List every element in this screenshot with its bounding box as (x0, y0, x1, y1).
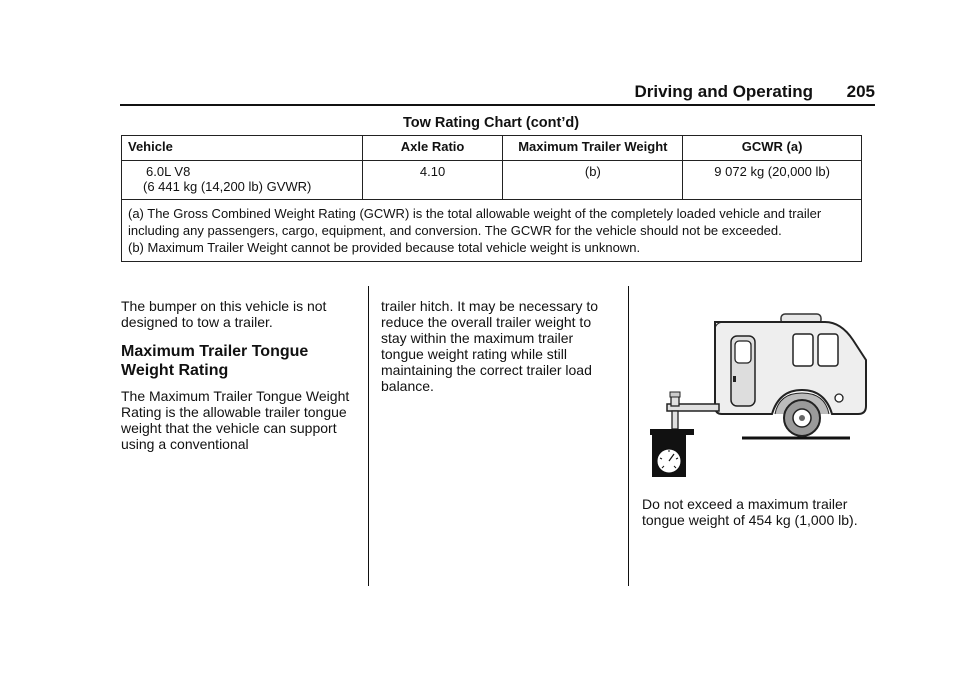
column-header-max-trailer-weight: Maximum Trailer Weight (503, 136, 683, 161)
text-column-2 (381, 298, 616, 394)
page-number: 205 (846, 82, 875, 101)
table-row (122, 161, 862, 200)
section-heading: Maximum Trailer Tongue Weight Rating (121, 343, 309, 379)
illustration-caption: Do not exceed a maximum trailer tongue weight of 454 kg (1,000 lb). (642, 496, 858, 528)
text-column-1 (121, 298, 356, 452)
note-b: (b) Maximum Trailer Weight cannot be provided because total vehicle weight is unknown. (128, 240, 641, 255)
trailer-tongue-scale-illustration (647, 308, 869, 483)
table-title: Tow Rating Chart (cont’d) (402, 115, 580, 131)
column-header-axle-ratio: Axle Ratio (362, 136, 503, 161)
cell-vehicle (122, 161, 363, 200)
body-paragraph: The Maximum Trailer Tongue Weight Rating is the allowable trailer tongue weight that the vehicle can support using a conventional (121, 388, 350, 452)
cell-axle-ratio: 4.10 (362, 161, 503, 200)
section-title: Driving and Operating (634, 82, 813, 101)
cell-notes (122, 200, 862, 262)
text-column-3 (642, 496, 872, 528)
table-header-row (122, 136, 862, 161)
tow-rating-table (121, 135, 862, 262)
intro-paragraph: The bumper on this vehicle is not designed to tow a trailer. (121, 298, 327, 330)
vehicle-engine: 6.0L V8 (146, 164, 191, 179)
table-notes-row (122, 200, 862, 262)
cell-max-trailer-weight: (b) (503, 161, 683, 200)
page-header (120, 82, 875, 106)
column-header-gcwr: GCWR (a) (683, 136, 862, 161)
cell-gcwr: 9 072 kg (20,000 lb) (683, 161, 862, 200)
note-a: (a) The Gross Combined Weight Rating (GCWR) is the total allowable weight of the completely loaded vehicle and trailer including any passengers, cargo, equipment, and conversion. The GCWR for the vehicle should not be exceeded. (128, 206, 822, 238)
continued-paragraph: trailer hitch. It may be necessary to reduce the overall trailer weight to stay within the maximum trailer tongue weight rating while still maintaining the correct trailer load balance. (381, 298, 599, 394)
vehicle-gvwr: (6 441 kg (14,200 lb) GVWR) (143, 179, 312, 194)
column-divider-2 (628, 286, 629, 586)
column-divider-1 (368, 286, 369, 586)
column-header-vehicle: Vehicle (122, 136, 363, 161)
